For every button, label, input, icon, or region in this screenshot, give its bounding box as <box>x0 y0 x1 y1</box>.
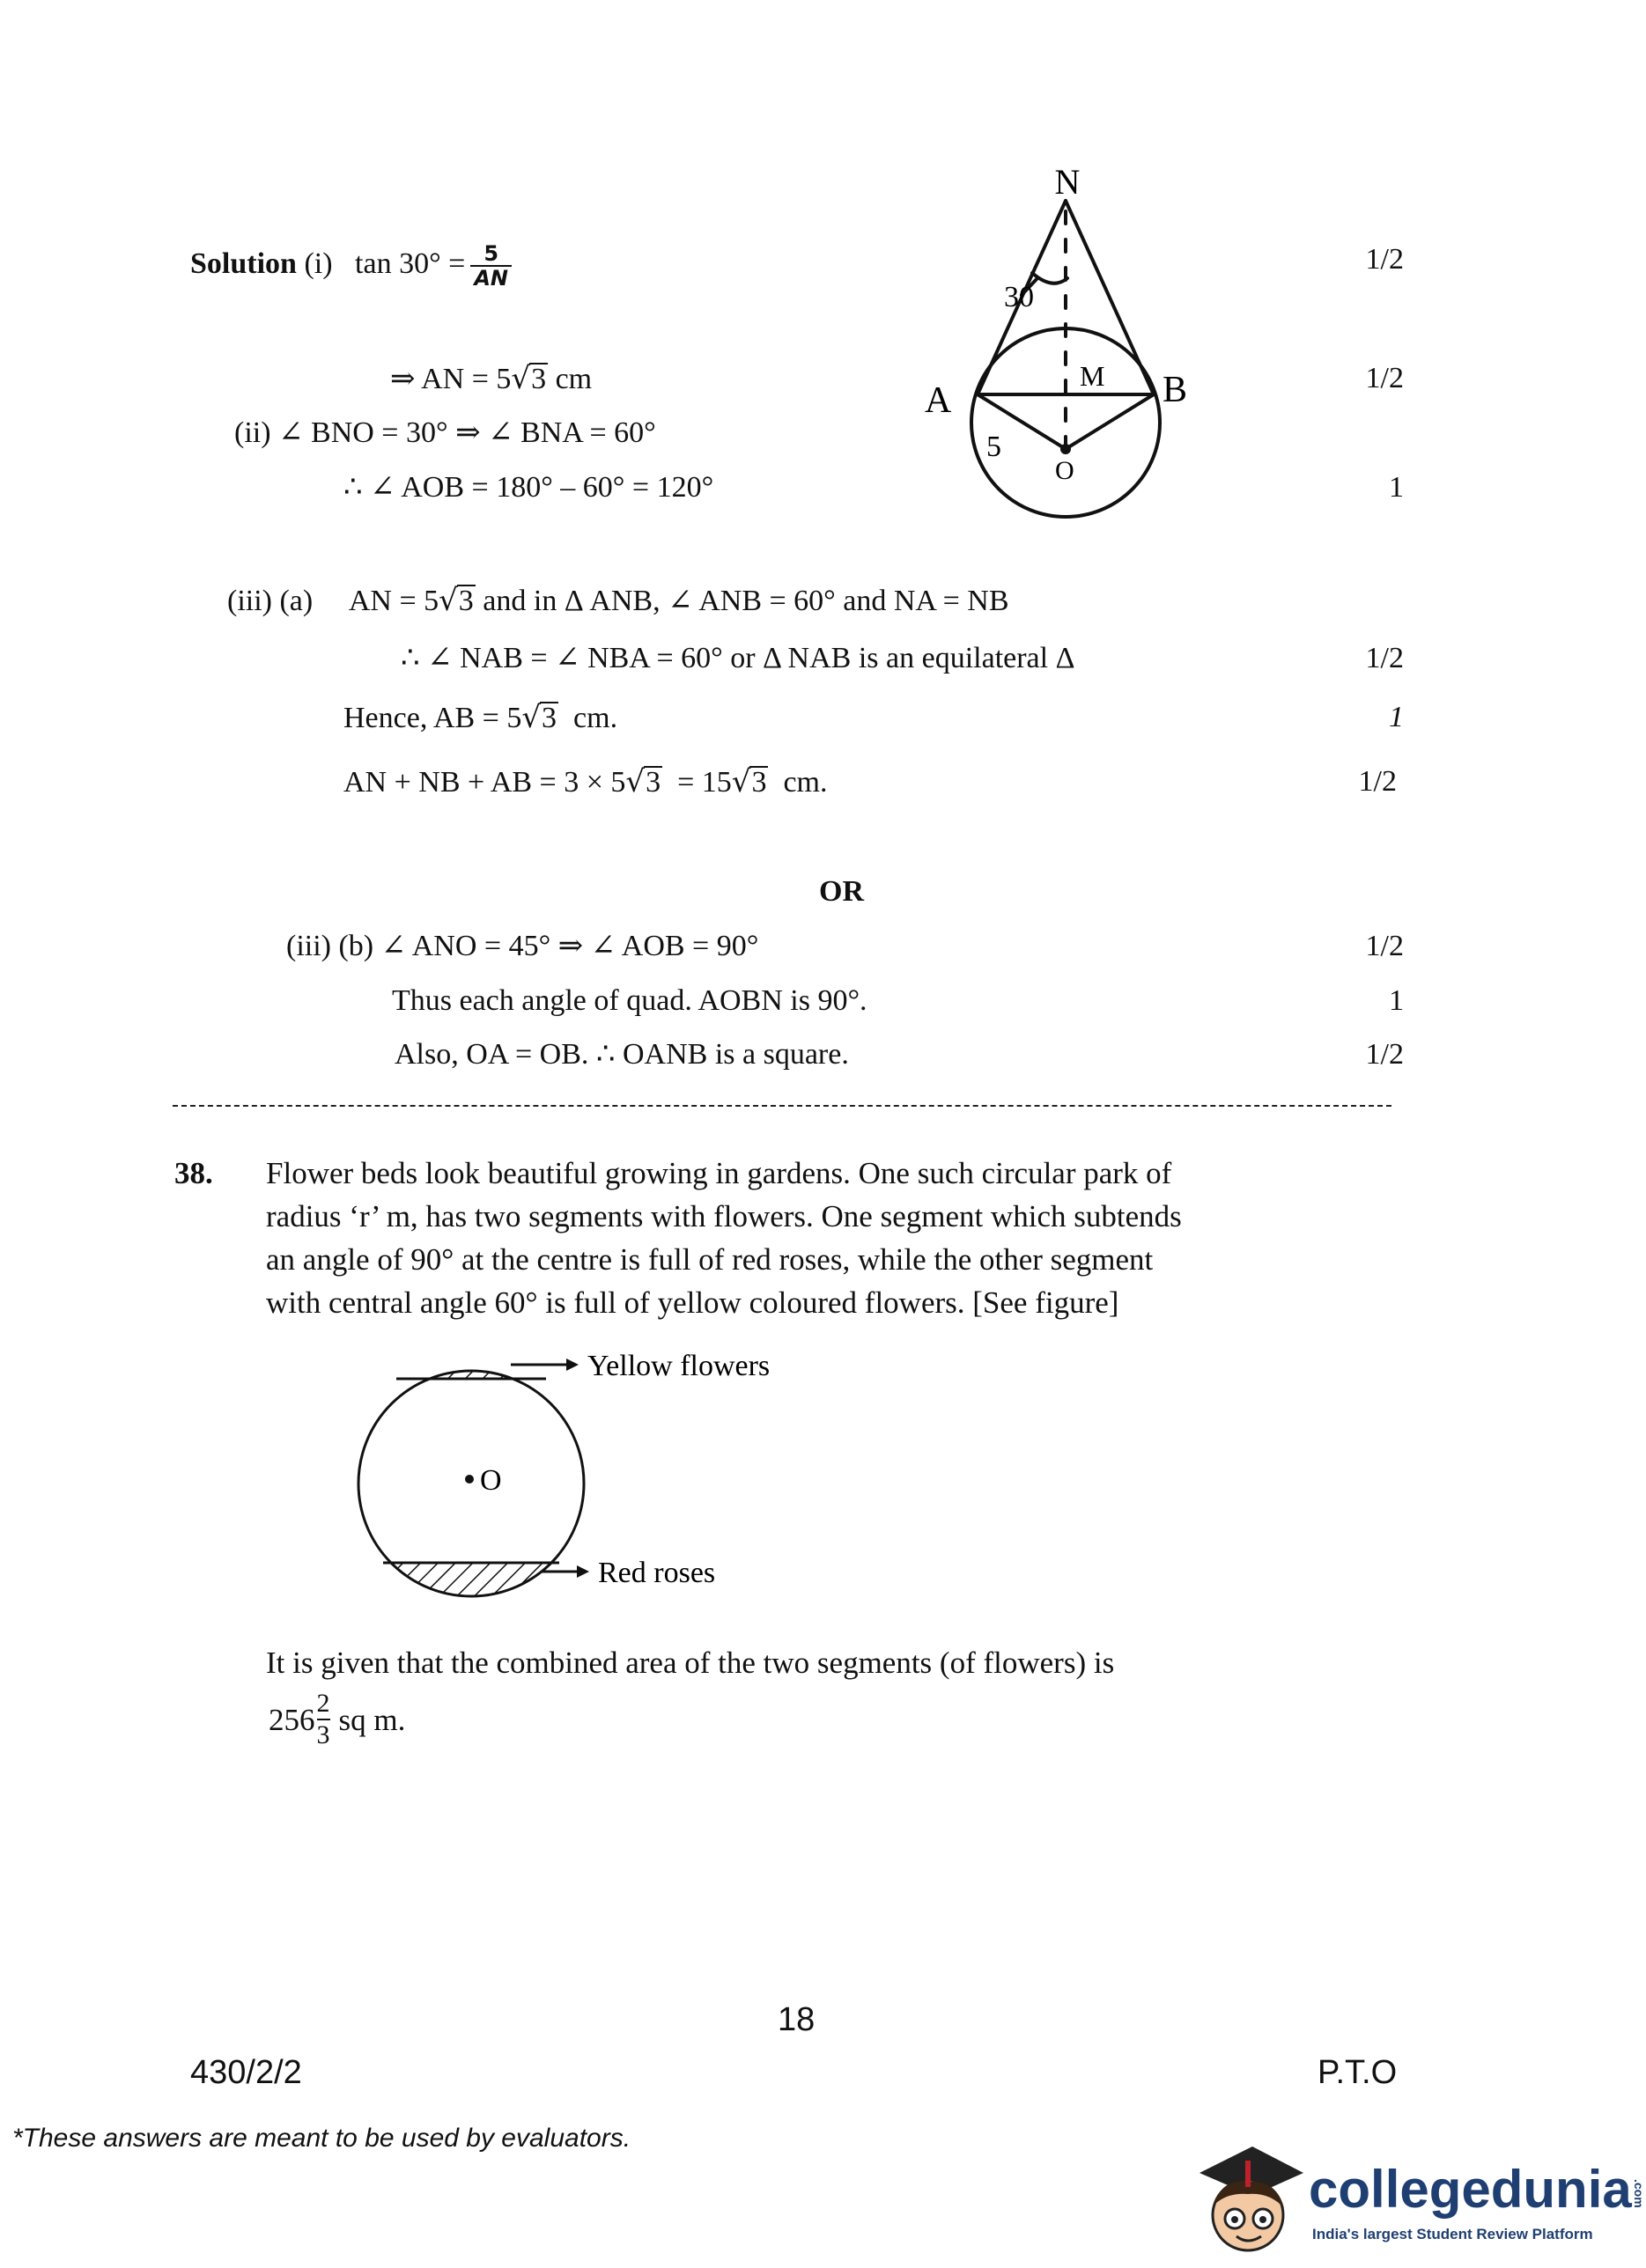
given-line: It is given that the combined area of the two segments (of flowers) is <box>266 1646 1115 1680</box>
mark-6: 1/2 <box>1358 765 1397 798</box>
yellow-label: Yellow flowers <box>587 1350 771 1382</box>
mark-2: 1/2 <box>1365 362 1404 394</box>
an-value-line: ⇒ AN = 5√3 cm <box>390 361 593 396</box>
nab-line: ∴ ∠ NAB = ∠ NBA = 60° or Δ NAB is an equilateral Δ <box>401 642 1075 674</box>
tangent-nb <box>1066 201 1154 394</box>
quad-line: Thus each angle of quad. AOBN is 90°. <box>392 984 867 1017</box>
logo-wordmark[interactable]: collegedunia.com <box>1309 2160 1646 2219</box>
mark-8: 1 <box>1389 984 1404 1017</box>
mark-5: 1 <box>1389 701 1404 733</box>
or-heading: OR <box>819 875 864 908</box>
logo-tagline: India's largest Student Review Platform <box>1312 2226 1593 2242</box>
label-a: A <box>925 380 952 421</box>
page-number: 18 <box>778 2001 816 2038</box>
label-30: 30 <box>1004 281 1034 313</box>
area-fraction: 2 3 <box>316 1689 330 1749</box>
sum-line: AN + NB + AB = 3 × 5√3 = 15√3 cm. <box>343 764 828 799</box>
label-b: B <box>1163 370 1188 410</box>
solution-label: Solution <box>190 247 297 280</box>
question-text <box>266 1152 1182 1324</box>
mark-3: 1 <box>1389 471 1404 504</box>
question-number: 38. <box>174 1156 213 1190</box>
yellow-arrow-head <box>566 1359 579 1371</box>
solution-part-i <box>190 242 512 290</box>
yellow-segment <box>348 1356 594 1379</box>
mark-4: 1/2 <box>1365 642 1404 674</box>
mark-7: 1/2 <box>1365 930 1404 962</box>
center-label: O <box>480 1464 502 1497</box>
mark-9: 1/2 <box>1365 1038 1404 1071</box>
part-i-label: (i) <box>304 247 333 280</box>
evaluator-note: *These answers are meant to be used by evaluators. <box>12 2124 631 2153</box>
aob-line: ∴ ∠ AOB = 180° – 60° = 120° <box>343 471 714 504</box>
tan-lhs: tan 30° = <box>355 247 466 280</box>
red-arrow-head <box>577 1565 589 1578</box>
part-ii-line: (ii) ∠ BNO = 30° ⇒ ∠ BNA = 60° <box>234 416 656 449</box>
paper-code: 430/2/2 <box>190 2054 302 2091</box>
tan-fraction: $\frac{5}{AN}$ <box>470 242 512 290</box>
tangent-circle-figure <box>898 158 1233 528</box>
hence-line: Hence, AB = 5√3 cm. <box>343 700 618 735</box>
mark-1: 1/2 <box>1365 243 1404 276</box>
part-iii-b-line: (iii) (b) ∠ ANO = 45° ⇒ ∠ AOB = 90° <box>286 930 759 962</box>
question-line-4: with central angle 60° is full of yellow coloured flowers. [See figure] <box>266 1285 1119 1320</box>
section-divider <box>173 1105 1391 1107</box>
label-m: M <box>1080 360 1105 392</box>
question-line-2: radius ‘r’ m, has two segments with flowers. One segment which subtends <box>266 1199 1182 1233</box>
combined-area: 256 2 3 sq m. <box>269 1689 406 1749</box>
label-o: O <box>1055 456 1074 485</box>
question-line-1: Flower beds look beautiful growing in gardens. One such circular park of <box>266 1156 1172 1190</box>
collegedunia-mascot-icon <box>1191 2138 1305 2261</box>
flower-bed-figure <box>348 1338 823 1620</box>
part-iii-a-line: (iii) (a) AN = 5√3 and in Δ ANB, ∠ ANB = 60° and NA = NB <box>227 583 1009 618</box>
pto-label: P.T.O <box>1318 2054 1398 2091</box>
question-line-3: an angle of 90° at the centre is full of red roses, while the other segment <box>266 1242 1154 1277</box>
label-5: 5 <box>986 431 1001 463</box>
red-label: Red roses <box>598 1557 716 1589</box>
square-line: Also, OA = OB. ∴ OANB is a square. <box>395 1038 849 1071</box>
label-n: N <box>1054 162 1081 202</box>
center-dot <box>1060 444 1071 454</box>
center-point <box>465 1475 474 1484</box>
radius-ob <box>1066 394 1154 449</box>
